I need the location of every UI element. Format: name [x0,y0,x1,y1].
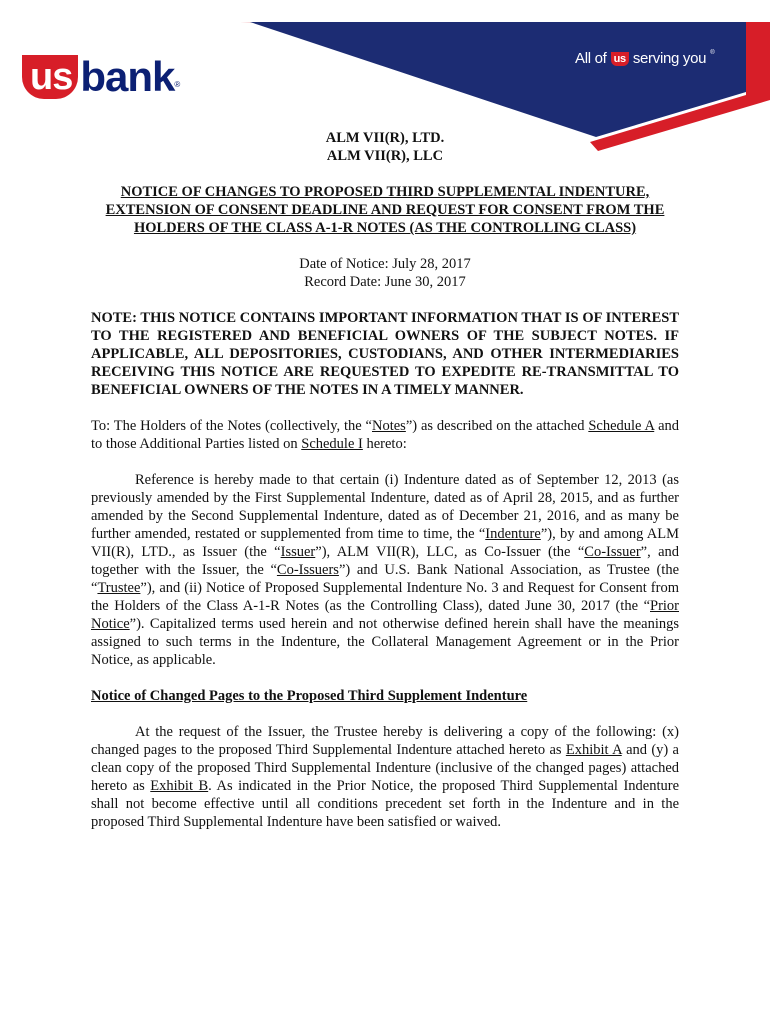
request-paragraph [91,723,679,831]
to-text-4: hereto: [362,436,407,452]
defined-term-prior-notice: Prior Notice [91,598,679,632]
ref-text-7: ”). Capitalized terms used herein and not otherwise defined herein shall have the meanings assigned to such terms in the Indenture, the Collateral Management Agreement or in the Prior Notice, as applicable. [91,616,679,668]
defined-term-indenture: Indenture [485,526,541,542]
tagline-suffix: serving you [632,50,707,67]
to-text-3: and to those Additional Parties listed on [91,418,680,452]
ref-text-3: ”), ALM VII(R), LLC, as Co-Issuer (the “ [315,544,585,560]
schedule-a-link: Schedule A [588,418,655,434]
issuer-block [91,129,679,165]
tagline-us-mark: us [611,52,629,66]
document-title [91,183,679,237]
defined-term-co-issuers: Co-Issuers [276,562,339,578]
defined-term-trustee: Trustee [97,580,141,596]
defined-term-issuer: Issuer [280,544,316,560]
tagline-prefix: All of [575,50,607,67]
reference-paragraph [91,471,679,669]
req-text-2: and (y) a clean copy of the proposed Third Supplemental Indenture (inclusive of the changed pages) attached hereto as [91,742,679,794]
ref-text-5: ”) and U.S. Bank National Association, as Trustee (the “ [91,562,680,596]
ref-text-6: ”), and (ii) Notice of Proposed Supplemental Indenture No. 3 and Request for Consent from the Holders of the Class A-1-R Notes (as the Controlling Class), dated June 30, 2017 (the “ [91,580,679,614]
req-text-3: . As indicated in the Prior Notice, the proposed Third Supplemental Indenture shall not become effective until all conditions precedent set forth in the Indenture and in the proposed Third Supplemental Indenture have been satisfied or waived. [91,778,680,830]
record-date: Record Date: June 30, 2017 [304,274,466,290]
logo-registered-mark: ® [174,80,181,89]
ref-text-2: ”), by and among ALM VII(R), LTD., as Issuer (the “ [91,526,679,560]
ref-text-4: ”, and together with the Issuer, the “ [91,544,680,578]
exhibit-a-link: Exhibit A [565,742,622,758]
section-heading: Notice of Changed Pages to the Proposed Third Supplement Indenture [91,688,528,704]
title-line-1: NOTICE OF CHANGES TO PROPOSED THIRD SUPPLEMENTAL INDENTURE, [120,184,650,200]
usbank-logo [22,55,180,99]
to-text-1: To: The Holders of the Notes (collectively, the “ [91,418,372,434]
important-note: NOTE: THIS NOTICE CONTAINS IMPORTANT INFORMATION THAT IS OF INTEREST TO THE REGISTERED AND BENEFICIAL OWNERS OF THE SUBJECT NOTES. IF APPLICABLE, ALL DEPOSITORIES, CUSTODIANS, AND OTHER INTERMEDIARIES RECEIVING THIS NOTICE ARE REQUESTED TO EXPEDITE RE-TRANSMITTAL TO BENEFICIAL OWNERS OF THE NOTES IN A TIMELY MANNER. [91,310,679,398]
defined-term-notes: Notes [372,418,406,434]
logo-bank-wordmark: bank [80,53,175,100]
tagline [575,50,714,67]
issuer-name-llc: ALM VII(R), LLC [326,148,444,164]
document-body [91,129,679,831]
issuer-name-ltd: ALM VII(R), LTD. [325,130,445,146]
ref-text-1: Reference is hereby made to that certain (i) Indenture dated as of September 12, 2013 (as previously amended by the First Supplemental Indenture, dated as of April 28, 2015, and as further amended by the Second Supplemental Indenture, dated as of December 21, 2016, and as many be further amended, restated or supplemented from time to time, the “ [91,472,679,542]
to-text-2: ”) as described on the attached [405,418,589,434]
defined-term-co-issuer: Co-Issuer [584,544,641,560]
date-of-notice: Date of Notice: July 28, 2017 [299,256,471,272]
title-line-2: EXTENSION OF CONSENT DEADLINE AND REQUEST FOR CONSENT FROM THE [105,202,665,218]
req-text-1: At the request of the Issuer, the Trustee hereby is delivering a copy of the following: (x) changed pages to the proposed Third Supplemental Indenture attached hereto as [91,724,679,758]
tagline-registered-mark: ® [710,50,715,56]
logo-us-shield: us [22,55,78,99]
title-line-3: HOLDERS OF THE CLASS A-1-R NOTES (AS THE CONTROLLING CLASS) [133,220,637,236]
schedule-i-link: Schedule I [301,436,363,452]
addressee-paragraph [91,417,679,453]
date-block [91,255,679,291]
exhibit-b-link: Exhibit B [150,778,209,794]
